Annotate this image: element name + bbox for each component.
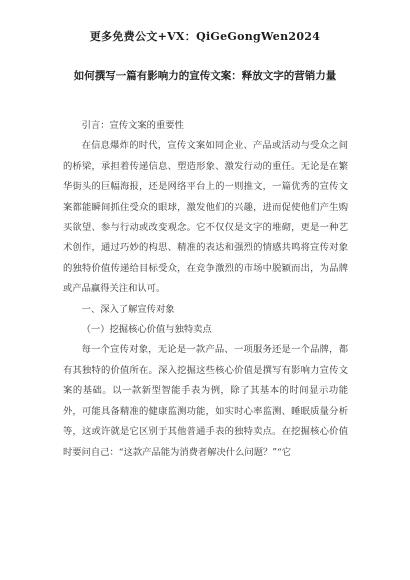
- subsection-heading: （一）挖掘核心价值与独特卖点: [81, 324, 212, 336]
- intro-heading: 引言：宣传文案的重要性: [81, 120, 184, 131]
- subsection-paragraph: 每一个宣传对象，无论是一款产品、一项服务还是一个品牌，都有其独特的价值所在。深入挖掘这些核心价值是撰写有影响力宣传文案的基础。以一款新型智能手表为例，除了其基本的时间显示功能外，可能具备精准的健康监测功能，如实时心率监测、睡眠质量分析等，这或许就是它区别于其他普通手表的独特卖点。在挖掘核心价值时要问自己：“这款产品能为消费者解决什么问题？”“它: [63, 344, 348, 458]
- section-heading: 一、深入了解宣传对象: [81, 303, 175, 315]
- document-title: 如何撰写一篇有影响力的宣传文案：释放文字的营销力量: [73, 70, 337, 82]
- intro-paragraph: 在信息爆炸的时代，宣传文案如同企业、产品或活动与受众之间的桥梁，承担着传递信息、塑造形象、激发行动的重任。无论是在繁华街头的巨幅海报，还是网络平台上的一则推文，一篇优秀的宣传文案都能瞬间抓住受众的眼球，激发他们的兴趣，进而促使他们产生购买欲望、参与行动或改变观念。它不仅仅是文字的堆砌，更是一种艺术创作，通过巧妙的构思、精准的表达和强烈的情感共鸣将宣传对象的独特价值传递给目标受众，在竞争激烈的市场中脱颖而出，为品牌或产品赢得关注和认可。: [63, 140, 348, 295]
- document-body: [63, 116, 348, 463]
- header-note: 更多免费公文+VX：QiGeGongWen2024: [89, 30, 321, 43]
